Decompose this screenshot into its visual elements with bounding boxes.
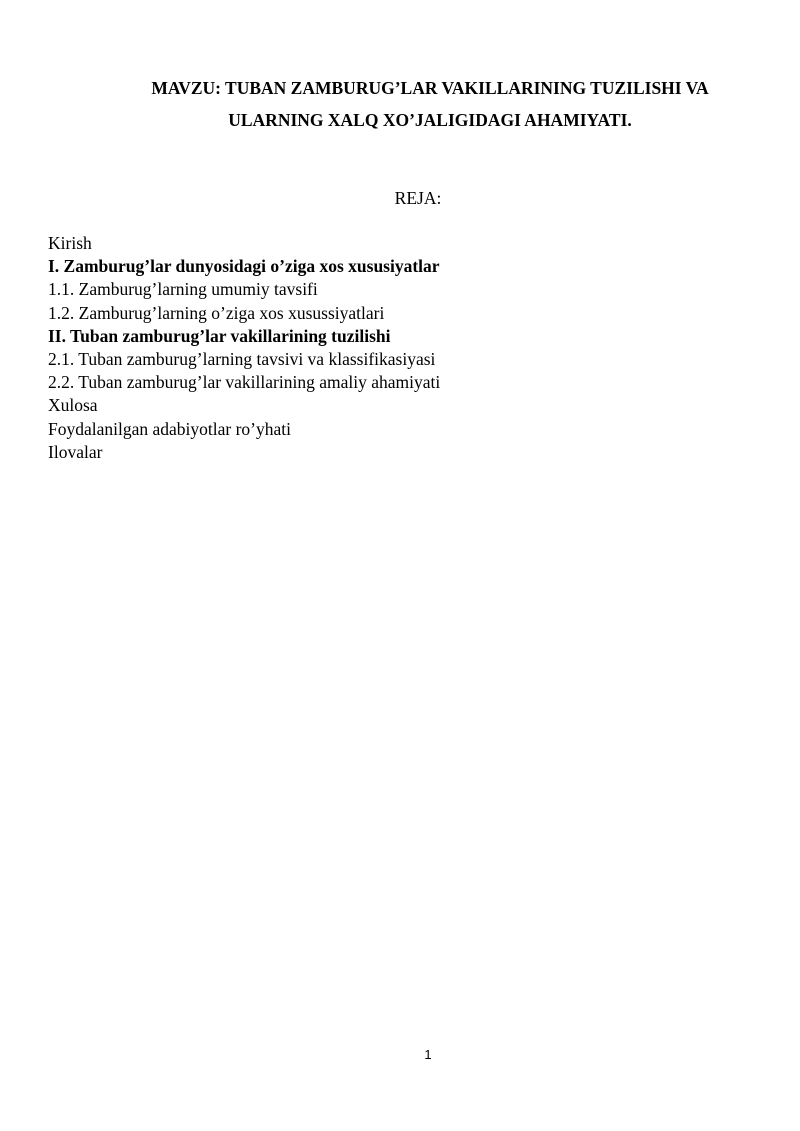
plan-item-2-2: 2.2. Tuban zamburug’lar vakillarining amaliy ahamiyati — [48, 372, 441, 393]
plan-item-2-1: 2.1. Tuban zamburug’larning tavsivi va klassifikasiyasi — [48, 348, 436, 369]
page-number: 1 — [424, 1047, 432, 1062]
plan-item-kirish: Kirish — [48, 233, 92, 253]
plan-item-1-2: 1.2. Zamburug’larning o’ziga xos xusussiyatlari — [48, 302, 385, 323]
plan-list — [48, 232, 440, 464]
document-title-line-1: MAVZU: TUBAN ZAMBURUG’LAR VAKILLARINING TUZILISHI VA — [151, 78, 709, 98]
plan-item-chapter-2: II. Tuban zamburug’lar vakillarining tuzilishi — [48, 325, 391, 346]
plan-item-1-1: 1.1. Zamburug’larning umumiy tavsifi — [48, 279, 318, 300]
plan-item-appendices: Ilovalar — [48, 441, 103, 462]
document-title-line-2: ULARNING XALQ XO’JALIGIDAGI AHAMIYATI. — [228, 110, 632, 130]
plan-heading: REJA: — [394, 188, 442, 208]
plan-item-xulosa: Xulosa — [48, 395, 98, 416]
plan-item-references: Foydalanilgan adabiyotlar ro’yhati — [48, 418, 291, 439]
plan-item-chapter-1: I. Zamburug’lar dunyosidagi o’ziga xos xususiyatlar — [48, 256, 440, 277]
